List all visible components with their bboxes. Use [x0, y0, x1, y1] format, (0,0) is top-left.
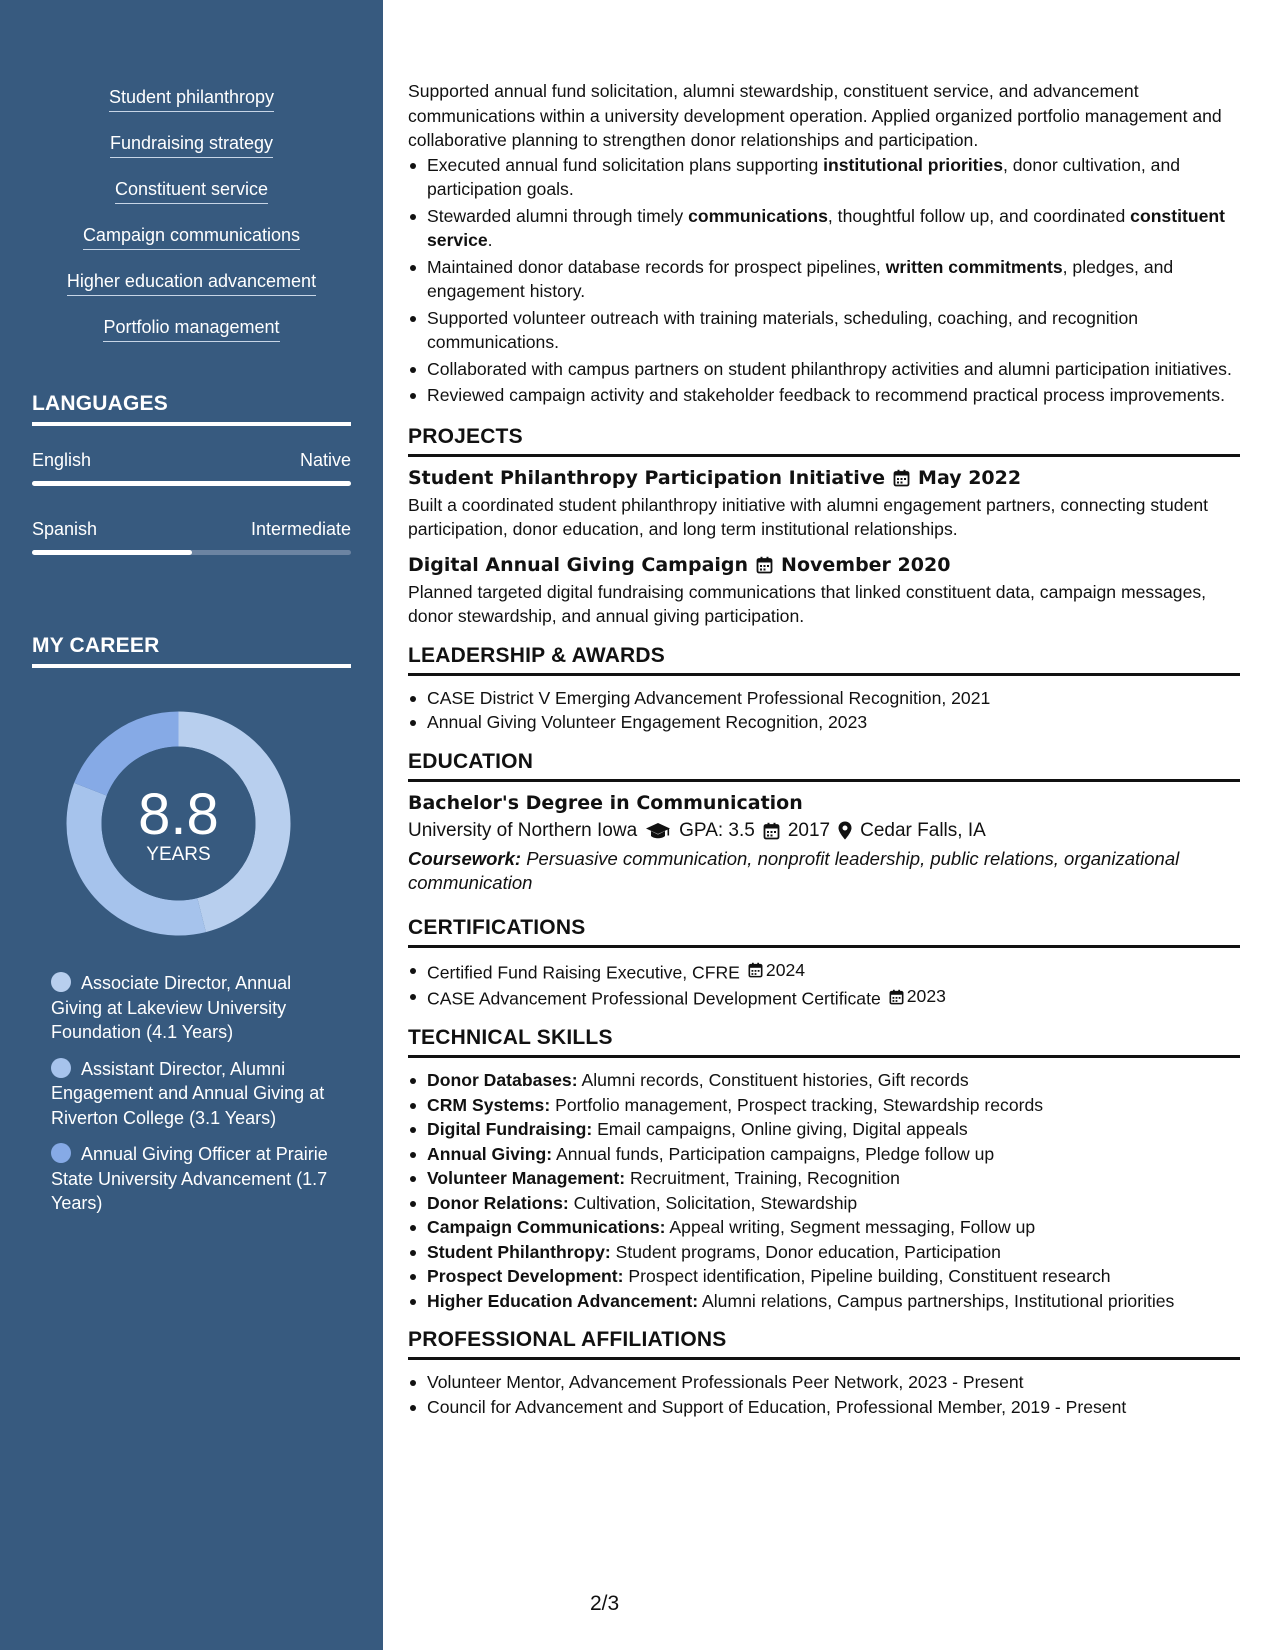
education-gpa: GPA: 3.5: [679, 819, 755, 841]
career-item: [51, 971, 331, 1045]
responsibility-item: [408, 306, 1240, 355]
project-title: Digital Annual Giving Campaign: [408, 553, 749, 576]
text: , thoughtful follow up, and coordinated: [827, 205, 1131, 226]
awards-heading: LEADERSHIP & AWARDS: [408, 644, 1240, 676]
calendar-icon: [763, 822, 780, 840]
skill-value: Prospect identification, Pipeline building, Constituent research: [623, 1266, 1111, 1286]
career-total-years: 8.8: [138, 782, 219, 847]
project-description: Built a coordinated student philanthropy initiative with alumni engagement partners, connecting student participation, donor education, and long term institutional relationships.: [408, 494, 1209, 539]
skill-item: [408, 1289, 1240, 1314]
skill-tag: Campaign communications: [83, 224, 300, 250]
main-content: [408, 0, 1240, 1650]
page-number: 2/3: [590, 1592, 620, 1615]
certification-name: Certified Fund Raising Executive, CFRE: [427, 961, 740, 982]
technical-skills-list: [408, 1068, 1240, 1313]
certification-year: 2024: [765, 959, 806, 980]
skill-value: Appeal writing, Segment messaging, Follow up: [665, 1217, 1036, 1237]
skill-label: Volunteer Management:: [427, 1168, 626, 1188]
language-level: Intermediate: [250, 519, 351, 539]
skill-item: [408, 1142, 1240, 1167]
donut-center: [66, 711, 291, 936]
skill-item: [408, 1191, 1240, 1216]
projects-heading: PROJECTS: [408, 425, 1240, 457]
affiliations-heading: PROFESSIONAL AFFILIATIONS: [408, 1328, 1240, 1360]
affiliations-list: [408, 1370, 1240, 1419]
skill-item: [408, 1166, 1240, 1191]
legend-dot: [51, 1058, 71, 1078]
skill-tag: Portfolio management: [103, 316, 279, 342]
affiliation-item: Council for Advancement and Support of Education, Professional Member, 2019 - Present: [408, 1395, 1240, 1420]
skill-item: [408, 1093, 1240, 1118]
emphasis: written commitments: [885, 256, 1063, 277]
career-donut-chart: [66, 711, 291, 936]
text: , pledges, and engagement history.: [427, 256, 1174, 301]
skill-value: Student programs, Donor education, Participation: [610, 1241, 1001, 1262]
skill-label: Higher Education Advancement:: [427, 1290, 699, 1311]
career-item-text: Annual Giving Officer at Prairie State University Advancement (1.7 Years): [51, 1144, 328, 1213]
skill-item: [408, 1215, 1240, 1240]
career-total-unit: YEARS: [146, 844, 211, 865]
emphasis: constituent service: [427, 205, 1225, 250]
project-title: Student Philanthropy Participation Initiative: [408, 466, 886, 489]
career-item-text: Associate Director, Annual Giving at Lakeview University Foundation (4.1 Years): [51, 973, 292, 1042]
skill-label: Donor Relations:: [427, 1192, 569, 1213]
text: Collaborated with campus partners on student philanthropy activities and alumni participation initiatives.: [427, 358, 1232, 379]
education-year: 2017: [787, 819, 831, 841]
language-proficiency-fill: [32, 550, 192, 555]
language-proficiency-fill: [32, 481, 351, 486]
skill-item: [408, 1117, 1240, 1142]
responsibility-item: [408, 383, 1240, 408]
skill-tag: Constituent service: [115, 178, 268, 204]
project-date: November 2020: [781, 553, 951, 576]
certification-item: [408, 958, 1240, 985]
languages-heading: LANGUAGES: [32, 392, 351, 426]
skill-value: Email campaigns, Online giving, Digital appeals: [592, 1119, 968, 1139]
text: .: [487, 230, 493, 250]
project-date: May 2022: [918, 466, 1022, 489]
calendar-icon: [893, 469, 910, 487]
skill-item: [408, 1264, 1240, 1289]
skill-label: Annual Giving:: [427, 1143, 553, 1164]
education-coursework: [408, 847, 1240, 896]
skill-value: Alumni relations, Campus partnerships, Institutional priorities: [698, 1290, 1175, 1311]
skill-tag-list: [0, 86, 383, 362]
responsibility-item: [408, 204, 1240, 253]
skill-value: Annual funds, Participation campaigns, Pledge follow up: [552, 1143, 995, 1164]
skill-item: [408, 1240, 1240, 1265]
location-pin-icon: [838, 821, 852, 840]
emphasis: communications: [688, 205, 828, 226]
calendar-icon: [756, 556, 773, 574]
skill-value: Cultivation, Solicitation, Stewardship: [568, 1192, 858, 1213]
skill-value: Portfolio management, Prospect tracking, Stewardship records: [550, 1094, 1044, 1115]
award-item: CASE District V Emerging Advancement Professional Recognition, 2021: [408, 686, 1240, 711]
language-proficiency-bar: [32, 481, 351, 486]
award-item: Annual Giving Volunteer Engagement Recognition, 2023: [408, 710, 1240, 735]
awards-list: [408, 686, 1240, 735]
education-meta: [408, 820, 1240, 842]
education-location: Cedar Falls, IA: [860, 819, 986, 841]
calendar-icon: [889, 989, 904, 1005]
skill-label: Student Philanthropy:: [427, 1241, 611, 1262]
text: , donor cultivation, and participation goals.: [427, 154, 1181, 199]
skill-value: Recruitment, Training, Recognition: [625, 1168, 900, 1188]
language-proficiency-bar: [32, 550, 351, 555]
coursework-label: Coursework:: [408, 847, 522, 869]
education-school: University of Northern Iowa: [408, 819, 638, 841]
language-name: Spanish: [32, 519, 98, 539]
legend-dot: [51, 972, 71, 992]
text: Executed annual fund solicitation plans supporting: [427, 154, 824, 175]
language-level: Native: [299, 450, 351, 470]
coursework-text: Persuasive communication, nonprofit leadership, public relations, organizational communication: [408, 847, 1180, 893]
education-heading: EDUCATION: [408, 750, 1240, 782]
experience-summary: Supported annual fund solicitation, alumni stewardship, constituent service, and advancement communications within a university development operation. Applied organized portfolio management and collaborative planning to strengthen donor relationships and participation.: [408, 81, 1222, 150]
technical-skills-heading: TECHNICAL SKILLS: [408, 1026, 1240, 1058]
text: Maintained donor database records for prospect pipelines,: [427, 256, 886, 277]
text: Reviewed campaign activity and stakeholder feedback to recommend practical process improvements.: [427, 385, 1225, 405]
language-row: [32, 519, 351, 540]
certification-item: [408, 984, 1240, 1011]
graduation-cap-icon: [645, 822, 671, 840]
skill-label: Campaign Communications:: [427, 1217, 666, 1237]
skill-label: CRM Systems:: [427, 1094, 551, 1115]
responsibility-item: [408, 357, 1240, 382]
education-degree: Bachelor's Degree in Communication: [408, 791, 803, 814]
language-row: [32, 450, 351, 471]
certifications-list: [408, 958, 1240, 1012]
skill-tag: Fundraising strategy: [110, 132, 273, 158]
career-list: [51, 971, 331, 1228]
skill-label: Donor Databases:: [427, 1070, 578, 1090]
skill-item: [408, 1068, 1240, 1093]
career-item: [51, 1057, 331, 1131]
responsibility-item: [408, 153, 1240, 202]
skill-tag: Student philanthropy: [109, 86, 274, 112]
project-title-row: [408, 467, 1240, 489]
calendar-icon: [748, 962, 763, 978]
certifications-heading: CERTIFICATIONS: [408, 916, 1240, 948]
responsibility-list: [408, 153, 1240, 408]
certification-name: CASE Advancement Professional Development Certificate: [427, 988, 881, 1009]
career-item: [51, 1142, 331, 1216]
career-heading: MY CAREER: [32, 634, 351, 668]
skill-tag: Higher education advancement: [67, 270, 316, 296]
affiliation-item: Volunteer Mentor, Advancement Professionals Peer Network, 2023 - Present: [408, 1370, 1240, 1395]
skill-value: Alumni records, Constituent histories, Gift records: [577, 1070, 969, 1090]
certification-year: 2023: [906, 986, 946, 1007]
text: Supported volunteer outreach with training materials, scheduling, coaching, and recognition communications.: [427, 307, 1139, 352]
legend-dot: [51, 1143, 71, 1163]
project-title-row: [408, 554, 1240, 576]
emphasis: institutional priorities: [823, 154, 1003, 175]
responsibility-item: [408, 255, 1240, 304]
sidebar: [0, 0, 383, 1650]
career-item-text: Assistant Director, Alumni Engagement and Annual Giving at Riverton College (3.1 Years): [51, 1058, 325, 1128]
skill-label: Prospect Development:: [427, 1266, 624, 1286]
language-name: English: [32, 450, 92, 470]
skill-label: Digital Fundraising:: [427, 1119, 593, 1139]
project-description: Planned targeted digital fundraising communications that linked constituent data, campaign messages, donor stewardship, and annual giving participation.: [408, 581, 1207, 626]
text: Stewarded alumni through timely: [427, 205, 689, 226]
